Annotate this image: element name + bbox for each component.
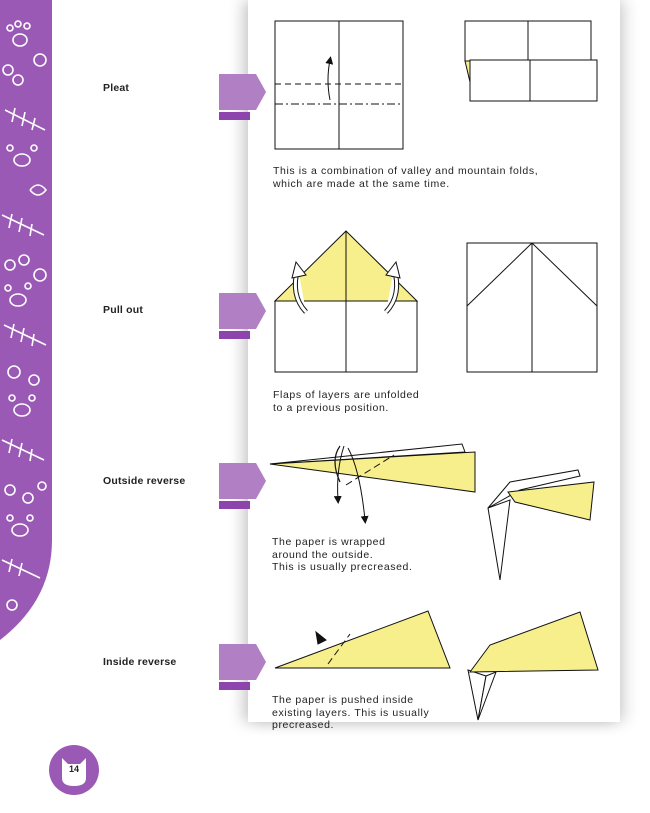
section-label-outside-reverse: Outside reverse [103, 475, 186, 487]
outside-reverse-diagram-before [270, 444, 475, 520]
section-label-pleat: Pleat [103, 82, 130, 94]
inside-reverse-diagram-before [275, 611, 450, 668]
page-number: 14 [68, 764, 79, 774]
pleat-diagram-after [465, 21, 597, 101]
caption-outside-reverse: The paper is wrapped around the outside. This is usually precreased. [272, 536, 413, 573]
pull-out-diagram-after [467, 243, 597, 372]
section-label-inside-reverse: Inside reverse [103, 656, 177, 668]
caption-pleat: This is a combination of valley and mountain folds, which are made at the same time. [273, 165, 539, 190]
caption-pull-out: Flaps of layers are unfolded to a previous position. [273, 389, 420, 414]
caption-inside-reverse: The paper is pushed inside existing layers. This is usually precreased. [272, 694, 430, 731]
pleat-diagram-before [275, 21, 403, 149]
section-label-pull-out: Pull out [103, 304, 144, 316]
outside-reverse-diagram-after [488, 470, 594, 580]
inside-reverse-diagram-after [468, 612, 598, 720]
pull-out-diagram-before [275, 231, 417, 372]
